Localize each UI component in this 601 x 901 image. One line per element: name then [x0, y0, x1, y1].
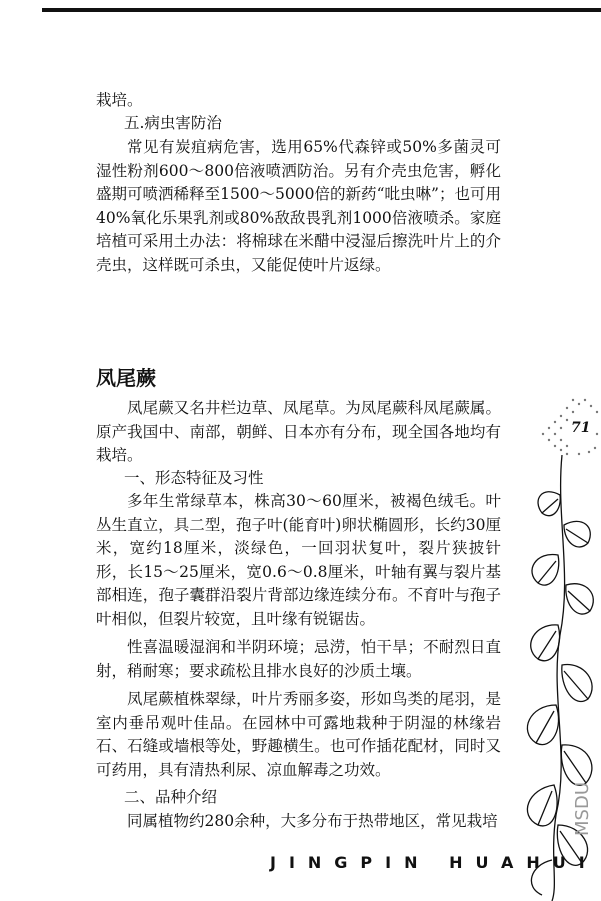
section-heading-pest-control: 五.病虫害防治 [124, 114, 222, 132]
paragraph-morphology: 多年生常绿草本，株高30～60厘米，被褐色绒毛。叶丛生直立，具二型，孢子叶(能育叶)卵状椭圆形，长约30厘米，宽约18厘米，淡绿色，一回羽状复叶，裂片狭披针形，长15～25厘米，宽0.6～0.8厘米，叶轴有翼与裂片基部相连，孢子囊群沿裂片背部边缘连续分布。不育叶与孢子叶相似，但裂片较宽，且叶缘有锐锯齿。 [96, 492, 501, 628]
page-number: 71 [571, 420, 591, 436]
section-heading-morphology: 一、形态特征及习性 [124, 469, 264, 487]
page-corner-halftone [533, 390, 601, 460]
paragraph-pest-control: 常见有炭疽病危害，选用65%代森锌或50%多菌灵可湿性粉剂600～800倍液喷洒防治。另有介壳虫危害，孵化盛期可喷洒稀释至1500～5000倍的新药“吡虫啉”；也可用40%氧化乐果乳剂或80%敌敌畏乳剂1000倍液喷杀。家庭培植可采用土办法：将棉球在米醋中浸湿后擦洗叶片上的介壳虫，这样既可杀虫，又能促使叶片返绿。 [96, 138, 501, 274]
paragraph-habit: 性喜温暖湿润和半阴环境；忌涝，怕干旱；不耐烈日直射，稍耐寒；要求疏松且排水良好的沙质土壤。 [96, 638, 501, 680]
section-heading-varieties: 二、品种介绍 [124, 788, 218, 806]
paragraph-varieties: 同属植物约280余种，大多分布于热带地区，常见栽培 [127, 812, 498, 830]
paragraph-intro: 凤尾蕨又名井栏边草、凤尾草。为凤尾蕨科凤尾蕨属。原产我国中、南部，朝鲜、日本亦有分布，现全国各地均有栽培。 [96, 399, 501, 464]
paragraph-uses: 凤尾蕨植株翠绿，叶片秀丽多姿，形如鸟类的尾羽，是室内垂吊观叶佳品。在园林中可露地栽种于阴湿的林缘岩石、石缝或墙根等处，野趣横生。也可作插花配材，同时又可药用，具有清热利尿、凉血解毒之功效。 [96, 690, 501, 779]
header-rule [42, 8, 601, 12]
watermark: MSDU [572, 782, 593, 836]
section-title: 凤尾蕨 [96, 366, 156, 390]
paragraph-continuation: 栽培。 [96, 91, 143, 109]
footer-running-title: JINGPIN HUAHUI [270, 853, 598, 872]
